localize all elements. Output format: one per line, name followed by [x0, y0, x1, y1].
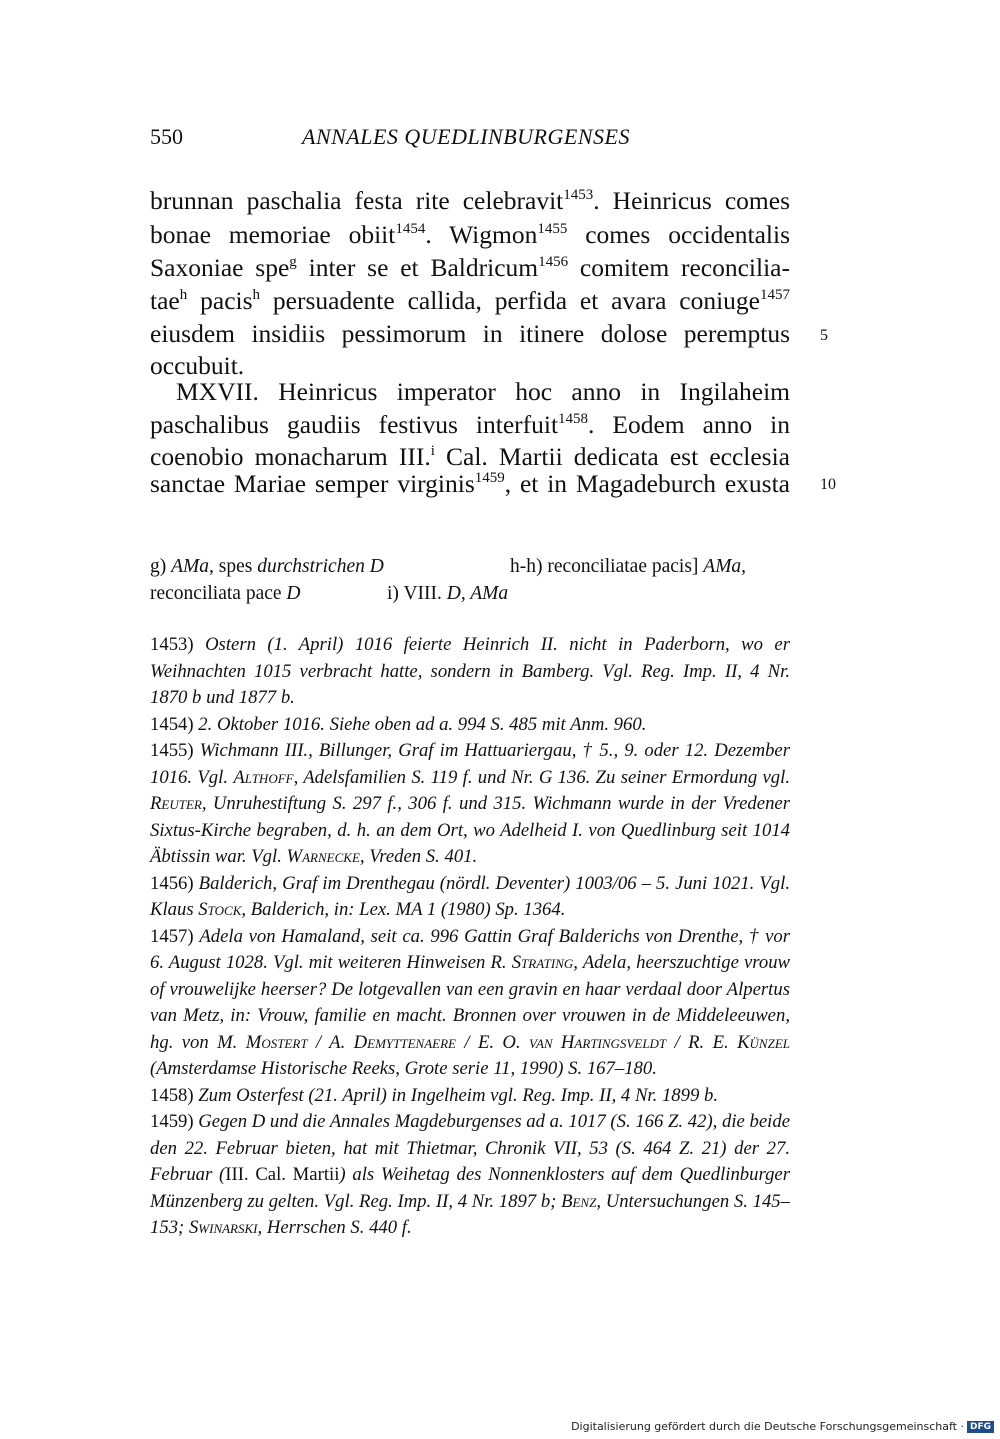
apparatus-ref[interactable]: i — [430, 443, 435, 459]
footnote-ref[interactable]: 1457 — [760, 287, 790, 303]
page-number: 550 — [150, 124, 183, 149]
footnote-ref[interactable]: 1459 — [474, 470, 505, 486]
footnote-ref[interactable]: 1456 — [538, 254, 569, 270]
footnote-ref[interactable]: 1455 — [537, 221, 568, 237]
apparatus-i: i) VIII. D, AMa — [387, 583, 509, 604]
text-line: brunnan paschalia festa rite celebravit$^{1453}$. Heinricus comes — [150, 186, 790, 215]
footnote-1456: 1456) Balderich, Graf im Drenthegau (nördl. Deventer) 1003/06 – 5. Juni 1021. Vgl. Klaus Stock, Balderich, in: Lex. MA 1 (1980) Sp. 1364. — [150, 872, 790, 920]
text-line: sanctae Mariae semper virginis$^{1459}$, et in Magadeburch exusta — [150, 469, 790, 498]
apparatus-g: g) AMa, spes durchstrichen D — [150, 556, 384, 577]
footnote-1457: 1457) Adela von Hamaland, seit ca. 996 Gattin Graf Balderichs von Drenthe, † vor 6. August 1028. Vgl. mit weiteren Hinweisen R. Strating, Adela, heerszuchtige vrouw of vrouwelijke heerser? De lotgevallen van een gravin en haar verdaal door Alpertus van Metz, in: Vrouw, familie en macht. Bronnen over vrouwen in de Middeleeuwen, hg. von M. Mostert / A. Demyttenaere / E. O. van Hartingsveldt / R. E. Künzel (Amsterdamse Historische Reeks, Grote serie 11, 1990) S. 167–180. — [150, 925, 790, 1079]
running-title: ANNALES QUEDLINBURGENSES — [302, 124, 630, 149]
digitization-credit — [571, 1420, 994, 1433]
footnotes — [150, 632, 790, 1242]
credit-text: Digitalisierung gefördert durch die Deutsche Forschungsgemeinschaft · — [571, 1420, 964, 1433]
apparatus-ref[interactable]: h — [252, 287, 261, 303]
apparatus-line — [150, 557, 790, 577]
line-number: 10 — [820, 476, 836, 493]
text-line: coenobio monacharum III.$^i$ Cal. Martii dedicata est ecclesia — [150, 442, 790, 471]
text-line: paschalibus gaudiis festivus interfuit$^{1458}$. Eodem anno in — [150, 410, 790, 439]
text-line: eiusdem insidiis pessimorum in itinere dolose peremptus — [150, 319, 790, 348]
text-line: bonae memoriae obiit$^{1454}$. Wigmon$^{1455}$ comes occidentalis — [150, 220, 790, 249]
apparatus-h: h-h) reconciliatae pacis] AMa, — [510, 556, 747, 577]
apparatus-ref[interactable]: g — [289, 254, 297, 270]
footnote-ref[interactable]: 1458 — [558, 411, 589, 427]
footnote-1458: 1458) Zum Osterfest (21. April) in Ingelheim vgl. Reg. Imp. II, 4 Nr. 1899 b. — [150, 1084, 719, 1106]
footnote-1454: 1454) 2. Oktober 1016. Siehe oben ad a. 994 S. 485 mit Anm. 960. — [150, 713, 647, 735]
footnote-ref[interactable]: 1453 — [563, 187, 594, 203]
apparatus-ref[interactable]: h — [179, 287, 188, 303]
text-line: tae$^h$ pacis$^h$ persuadente callida, perfida et avara coniuge$^{1457}$ — [150, 286, 790, 315]
text-line: MXVII. Heinricus imperator hoc anno in Ingilaheim — [176, 377, 790, 406]
footnote-1455: 1455) Wichmann III., Billunger, Graf im Hattuariergau, † 5., 9. oder 12. Dezember 1016. Vgl. Althoff, Adelsfamilien S. 119 f. und Nr. G 136. Zu seiner Ermordung vgl. Reuter, Unruhestiftung S. 297 f., 306 f. und 315. Wichmann wurde in der Vredener Sixtus-Kirche begraben, d. h. an dem Ort, wo Adelheid I. von Quedlinburg seit 1014 Äbtissin war. Vgl. Warnecke, Vreden S. 401. — [150, 740, 790, 867]
apparatus-line: reconciliata pace D i) VIII. D, AMa — [150, 583, 509, 604]
text-line: occubuit. — [150, 351, 245, 380]
footnote-1459: 1459) Gegen D und die Annales Magdeburgenses ad a. 1017 (S. 166 Z. 42), die beide den 22. Februar bieten, hat mit Thietmar, Chronik VII, 53 (S. 464 Z. 21) der 27. Februar (III. Cal. Martii) als Weihetag des Nonnenklosters auf dem Quedlinburger Münzenberg zu gelten. Vgl. Reg. Imp. II, 4 Nr. 1897 b; Benz, Untersuchungen S. 145–153; Swinarski, Herrschen S. 440 f. — [150, 1111, 790, 1238]
text-line: Saxoniae spe$^g$ inter se et Baldricum$^{1456}$ comitem reconcilia- — [150, 253, 790, 282]
line-number: 5 — [820, 327, 828, 344]
footnote-1453: 1453) Ostern (1. April) 1016 feierte Heinrich II. nicht in Paderborn, wo er Weihnachten 1015 verbracht hatte, sondern in Bamberg. Vgl. Reg. Imp. II, 4 Nr. 1870 b und 1877 b. — [150, 634, 791, 708]
dfg-logo: DFG — [967, 1421, 994, 1433]
footnote-ref[interactable]: 1454 — [395, 221, 426, 237]
